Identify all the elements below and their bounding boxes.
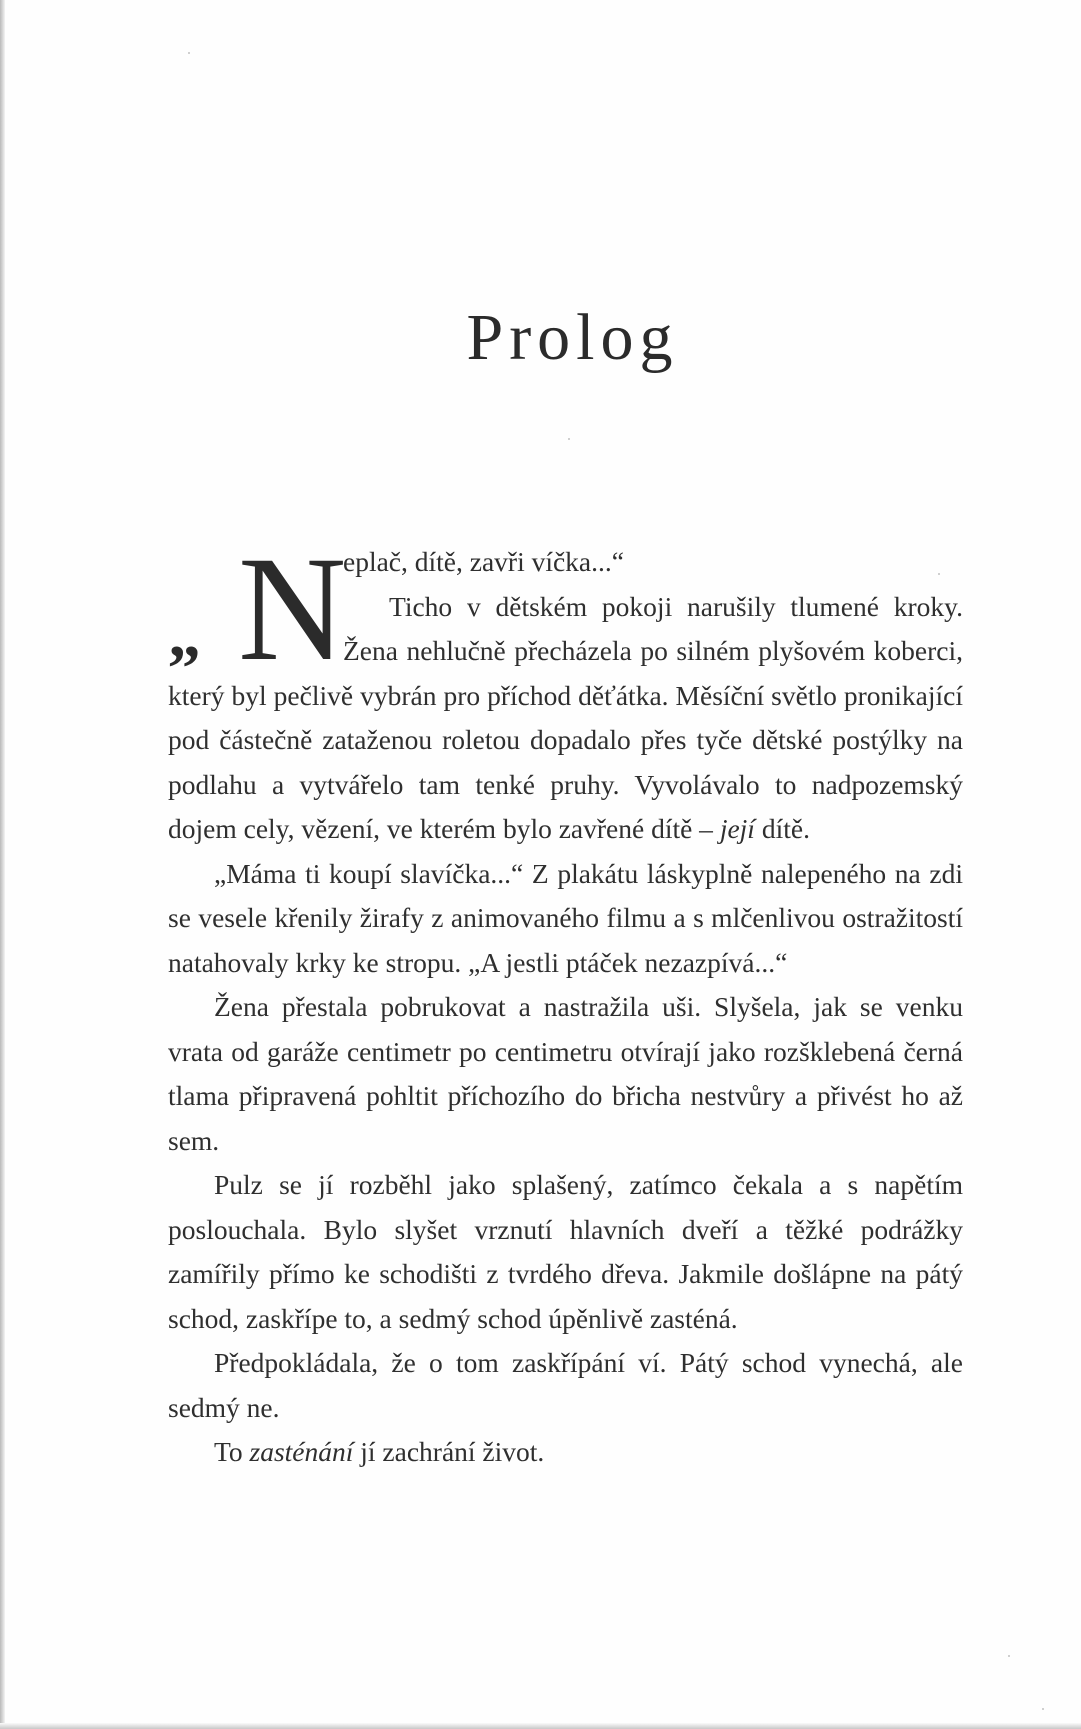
paper-speck	[1042, 1708, 1044, 1710]
paper-speck	[568, 438, 570, 440]
paragraph-5: Pulz se jí rozběhl jako splašený, zatímco čekala a s napětím poslouchala. Bylo slyšet vrznutí hlavních dveří a těžké podrážky zamířily přímo ke schodišti z tvrdého dřeva. Jakmile došlápne na pátý schod, zaskřípe to, a sedmý schod úpěnlivě zasténá.	[168, 1169, 963, 1334]
drop-cap-letter: N	[238, 526, 347, 692]
paragraph-6: Předpokládala, že o tom zaskřípání ví. Pátý schod vynechá, ale sedmý ne.	[168, 1347, 963, 1423]
page-edge-left	[0, 0, 5, 1729]
paragraph-1-text: eplač, dítě, zavři víčka...“	[343, 546, 624, 577]
chapter-title: Prolog	[466, 301, 679, 374]
paragraph-3: „Máma ti koupí slavíčka...“ Z plakátu láskyplně nalepeného na zdi se vesele křenily žirafy z animovaného filmu a s mlčenlivou ostražitostí natahovaly krky ke stropu. „A jestli ptáček nezazpívá...“	[168, 857, 963, 978]
paragraph-7	[168, 1430, 963, 1475]
chapter-text	[168, 526, 963, 1475]
drop-cap	[168, 526, 347, 692]
paragraph-4: Žena přestala pobrukovat a nastražila uši. Slyšela, jak se venku vrata od garáže centimetr po centimetru otvírají jako rozšklebená černá tlama připravená pohltit příchozího do břicha nestvůry a přivést ho až sem.	[168, 991, 963, 1156]
paragraph-7-emphasis: zasténání	[249, 1436, 354, 1467]
paragraph-2-text-end: dítě.	[754, 813, 810, 844]
page-edge-bottom	[0, 1723, 1081, 1729]
paper-speck	[188, 52, 190, 54]
paragraph-7-text: To	[214, 1436, 250, 1467]
paper-speck	[1008, 1655, 1010, 1657]
drop-cap-quote-mark: „	[168, 598, 201, 671]
paragraph-2-emphasis: její	[719, 813, 755, 844]
paragraph-7-text-end: jí zachrání život.	[353, 1436, 545, 1467]
paragraph-2-text: Ticho v dětském pokoji narušily tlumené kroky. Žena nehlučně přecházela po silném plyšovém koberci, který byl pečlivě vybrán pro příchod děťátka. Měsíční světlo pronikající pod částečně zataženou roletou dopadalo přes tyče dětské postýlky na podlahu a vytvářelo tam tenké pruhy. Vyvolávalo to nadpozemský dojem cely, vězení, ve kterém bylo zavřené dítě –	[168, 590, 963, 844]
